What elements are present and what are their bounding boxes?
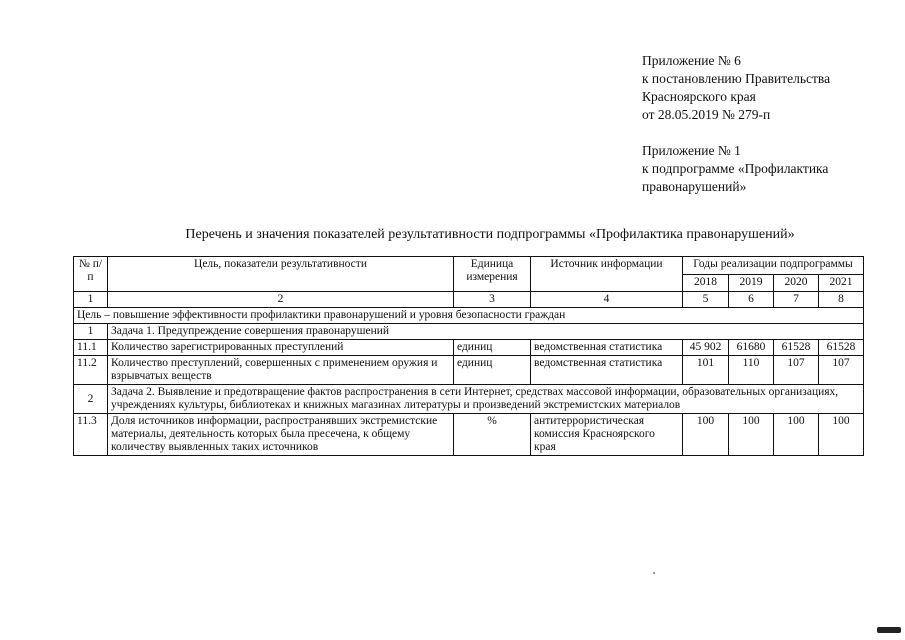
- header-indicator: Цель, показатели результативности: [108, 257, 454, 292]
- header-num: № п/п: [74, 257, 108, 292]
- header-year-2018: 2018: [683, 274, 729, 292]
- header-source: Источник информации: [531, 257, 683, 292]
- row-value-2021: 107: [819, 356, 864, 385]
- column-numbers-row: [74, 292, 864, 308]
- row-value-2020: 100: [774, 414, 819, 456]
- task1-num: 1: [74, 324, 108, 340]
- row-num: 11.3: [74, 414, 108, 456]
- appendix1-line3: правонарушений»: [642, 179, 747, 194]
- header-unit: Единица измерения: [454, 257, 531, 292]
- row-unit: единиц: [454, 340, 531, 356]
- row-source: ведомственная статистика: [531, 340, 683, 356]
- row-indicator: Количество преступлений, совершенных с применением оружия и взрывчатых веществ: [108, 356, 454, 385]
- row-value-2019: 110: [729, 356, 774, 385]
- scan-speck: [653, 572, 655, 574]
- table-row: [74, 356, 864, 385]
- scan-artifact: [877, 627, 901, 633]
- row-source: антитеррористическая комиссия Красноярского края: [531, 414, 683, 456]
- row-unit: единиц: [454, 356, 531, 385]
- row-value-2021: 61528: [819, 340, 864, 356]
- task2-num: 2: [74, 385, 108, 414]
- task1-row: [74, 324, 864, 340]
- appendix6-line4: от 28.05.2019 № 279-п: [642, 107, 771, 122]
- table-header-row: [74, 257, 864, 275]
- row-value-2019: 61680: [729, 340, 774, 356]
- appendix6-line3: Красноярского края: [642, 89, 756, 104]
- task1-text: Задача 1. Предупреждение совершения правонарушений: [108, 324, 864, 340]
- appendix1-line2: к подпрограмме «Профилактика: [642, 161, 829, 176]
- header-years: Годы реализации подпрограммы: [683, 257, 864, 275]
- appendix1-line1: Приложение № 1: [642, 143, 741, 158]
- row-value-2018: 45 902: [683, 340, 729, 356]
- col-number: 7: [774, 292, 819, 308]
- col-number: 3: [454, 292, 531, 308]
- row-value-2020: 61528: [774, 340, 819, 356]
- row-num: 11.2: [74, 356, 108, 385]
- row-value-2021: 100: [819, 414, 864, 456]
- header-year-2020: 2020: [774, 274, 819, 292]
- appendix-header: [642, 52, 897, 196]
- col-number: 6: [729, 292, 774, 308]
- task2-row: [74, 385, 864, 414]
- row-num: 11.1: [74, 340, 108, 356]
- row-value-2020: 107: [774, 356, 819, 385]
- appendix6-line2: к постановлению Правительства: [642, 71, 831, 86]
- row-value-2018: 100: [683, 414, 729, 456]
- row-value-2019: 100: [729, 414, 774, 456]
- col-number: 2: [108, 292, 454, 308]
- header-year-2019: 2019: [729, 274, 774, 292]
- appendix6-line1: Приложение № 6: [642, 53, 741, 68]
- col-number: 1: [74, 292, 108, 308]
- table-row: [74, 414, 864, 456]
- row-indicator: Доля источников информации, распространявших экстремистские материалы, деятельность которых была пресечена, к общему количеству выявленных таких источников: [108, 414, 454, 456]
- task2-text: Задача 2. Выявление и предотвращение фактов распространения в сети Интернет, средствах массовой информации, образовательных организациях, учреждениях культуры, библиотеках и книжных магазинах литературы и произведений экстремистских материалов: [108, 385, 864, 414]
- goal-row: [74, 308, 864, 324]
- row-source: ведомственная статистика: [531, 356, 683, 385]
- document-title: Перечень и значения показателей результативности подпрограммы «Профилактика правонарушений»: [185, 227, 795, 242]
- col-number: 4: [531, 292, 683, 308]
- table-row: [74, 340, 864, 356]
- row-indicator: Количество зарегистрированных преступлений: [108, 340, 454, 356]
- header-year-2021: 2021: [819, 274, 864, 292]
- col-number: 8: [819, 292, 864, 308]
- row-unit: %: [454, 414, 531, 456]
- indicators-table: [73, 256, 864, 456]
- goal-text: Цель – повышение эффективности профилактики правонарушений и уровня безопасности граждан: [74, 308, 864, 324]
- row-value-2018: 101: [683, 356, 729, 385]
- col-number: 5: [683, 292, 729, 308]
